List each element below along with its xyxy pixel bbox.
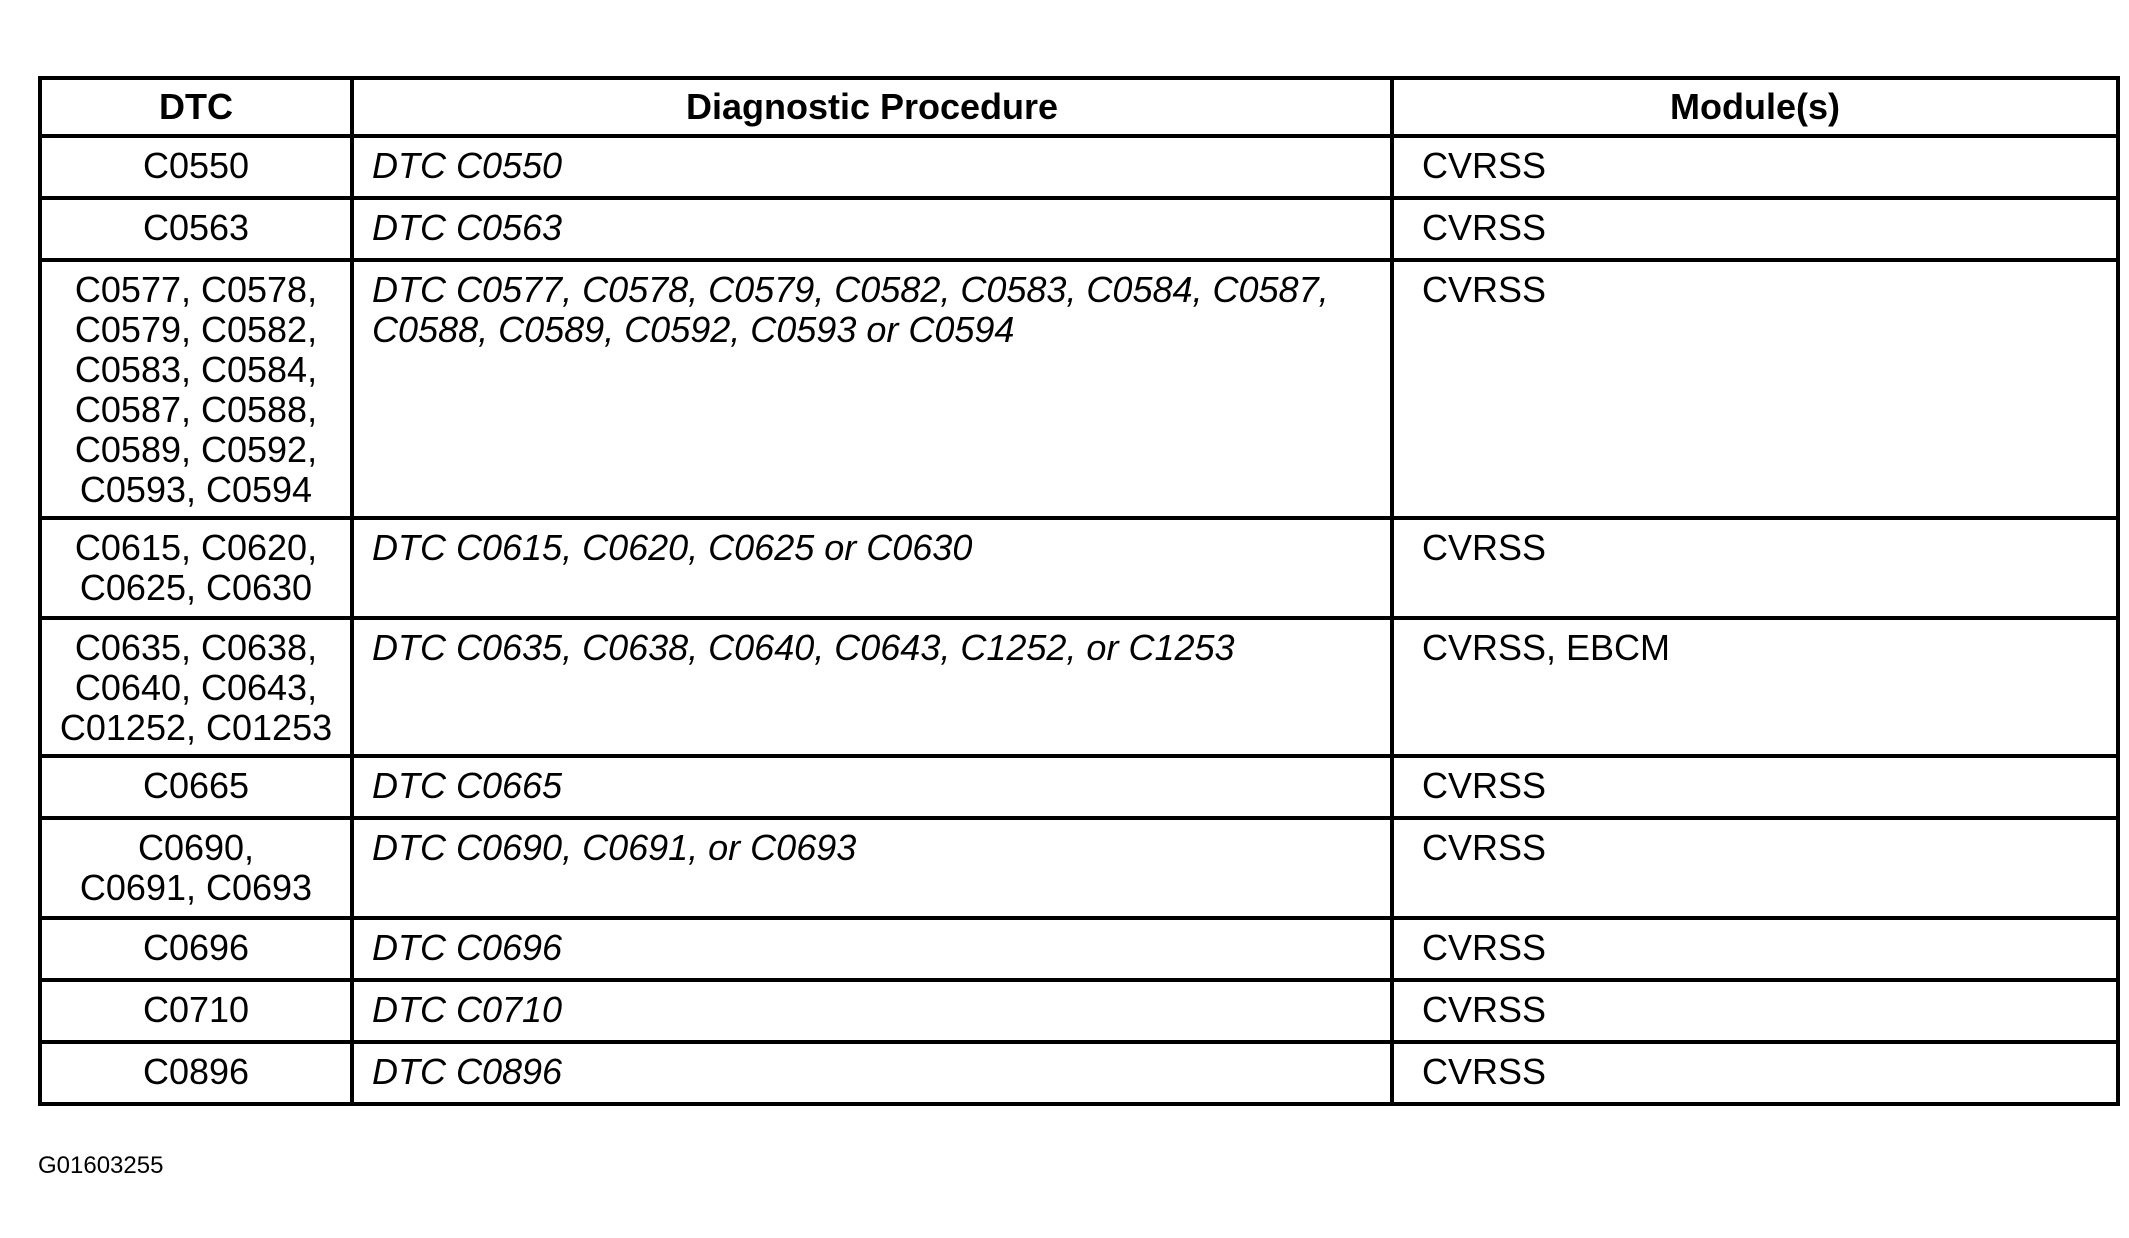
figure-id: G01603255 (38, 1152, 164, 1179)
dtc-code-line: C0625, C0630 (79, 567, 313, 608)
dtc-cell (40, 618, 352, 756)
diagnostic-procedure-cell: DTC C0896 (352, 1042, 1392, 1104)
dtc-cell (40, 260, 352, 518)
table-header-row (40, 78, 2118, 136)
modules-cell: CVRSS (1392, 198, 2118, 260)
diagnostic-procedure-cell: DTC C0563 (352, 198, 1392, 260)
dtc-code-line: C0563 (142, 207, 250, 248)
dtc-code-line: C0577, C0578, (74, 269, 318, 310)
table-row (40, 518, 2118, 618)
table-row (40, 260, 2118, 518)
dtc-code-line: C0710 (142, 989, 250, 1030)
dtc-code-line: C0665 (142, 765, 250, 806)
table-row (40, 618, 2118, 756)
diagnostic-procedure-cell: DTC C0615, C0620, C0625 or C0630 (352, 518, 1392, 618)
dtc-cell (40, 756, 352, 818)
dtc-code-line: C0691, C0693 (79, 867, 313, 908)
table-row (40, 918, 2118, 980)
diagnostic-procedure-cell: DTC C0696 (352, 918, 1392, 980)
dtc-code-line: C0587, C0588, (74, 389, 318, 430)
dtc-code-line: C0640, C0643, (74, 667, 318, 708)
header-modules: Module(s) (1392, 78, 2118, 136)
dtc-code-line: C01252, C01253 (59, 707, 333, 748)
modules-cell: CVRSS (1392, 136, 2118, 198)
dtc-cell (40, 518, 352, 618)
dtc-code-line: C0896 (142, 1051, 250, 1092)
modules-cell: CVRSS (1392, 756, 2118, 818)
modules-cell: CVRSS (1392, 1042, 2118, 1104)
table-row (40, 136, 2118, 198)
table-row (40, 756, 2118, 818)
dtc-code-line: C0615, C0620, (74, 527, 318, 568)
dtc-code-line: C0589, C0592, (74, 429, 318, 470)
dtc-code-line: C0635, C0638, (74, 627, 318, 668)
modules-cell: CVRSS (1392, 518, 2118, 618)
dtc-cell (40, 818, 352, 918)
table-row (40, 1042, 2118, 1104)
dtc-code-line: C0583, C0584, (74, 349, 318, 390)
header-diagnostic-procedure: Diagnostic Procedure (352, 78, 1392, 136)
dtc-code-line: C0696 (142, 927, 250, 968)
header-dtc: DTC (40, 78, 352, 136)
table-body (40, 136, 2118, 1104)
diagnostic-procedure-cell: DTC C0665 (352, 756, 1392, 818)
modules-cell: CVRSS, EBCM (1392, 618, 2118, 756)
dtc-code-line: C0579, C0582, (74, 309, 318, 350)
dtc-code-line: C0593, C0594 (79, 469, 313, 510)
modules-cell: CVRSS (1392, 918, 2118, 980)
diagnostic-procedure-cell: DTC C0577, C0578, C0579, C0582, C0583, C0584, C0587, C0588, C0589, C0592, C0593 or C0594 (352, 260, 1392, 518)
table-row (40, 818, 2118, 918)
diagnostic-procedure-cell: DTC C0710 (352, 980, 1392, 1042)
dtc-code-line: C0550 (142, 145, 250, 186)
dtc-code-line: C0690, (137, 827, 255, 868)
modules-cell: CVRSS (1392, 260, 2118, 518)
diagnostic-procedure-cell: DTC C0690, C0691, or C0693 (352, 818, 1392, 918)
table-row (40, 198, 2118, 260)
diagnostic-procedure-cell: DTC C0635, C0638, C0640, C0643, C1252, or C1253 (352, 618, 1392, 756)
dtc-cell (40, 1042, 352, 1104)
dtc-table (38, 76, 2120, 1106)
dtc-cell (40, 918, 352, 980)
table-row (40, 980, 2118, 1042)
dtc-cell (40, 136, 352, 198)
dtc-cell (40, 980, 352, 1042)
dtc-cell (40, 198, 352, 260)
diagnostic-procedure-cell: DTC C0550 (352, 136, 1392, 198)
modules-cell: CVRSS (1392, 818, 2118, 918)
modules-cell: CVRSS (1392, 980, 2118, 1042)
